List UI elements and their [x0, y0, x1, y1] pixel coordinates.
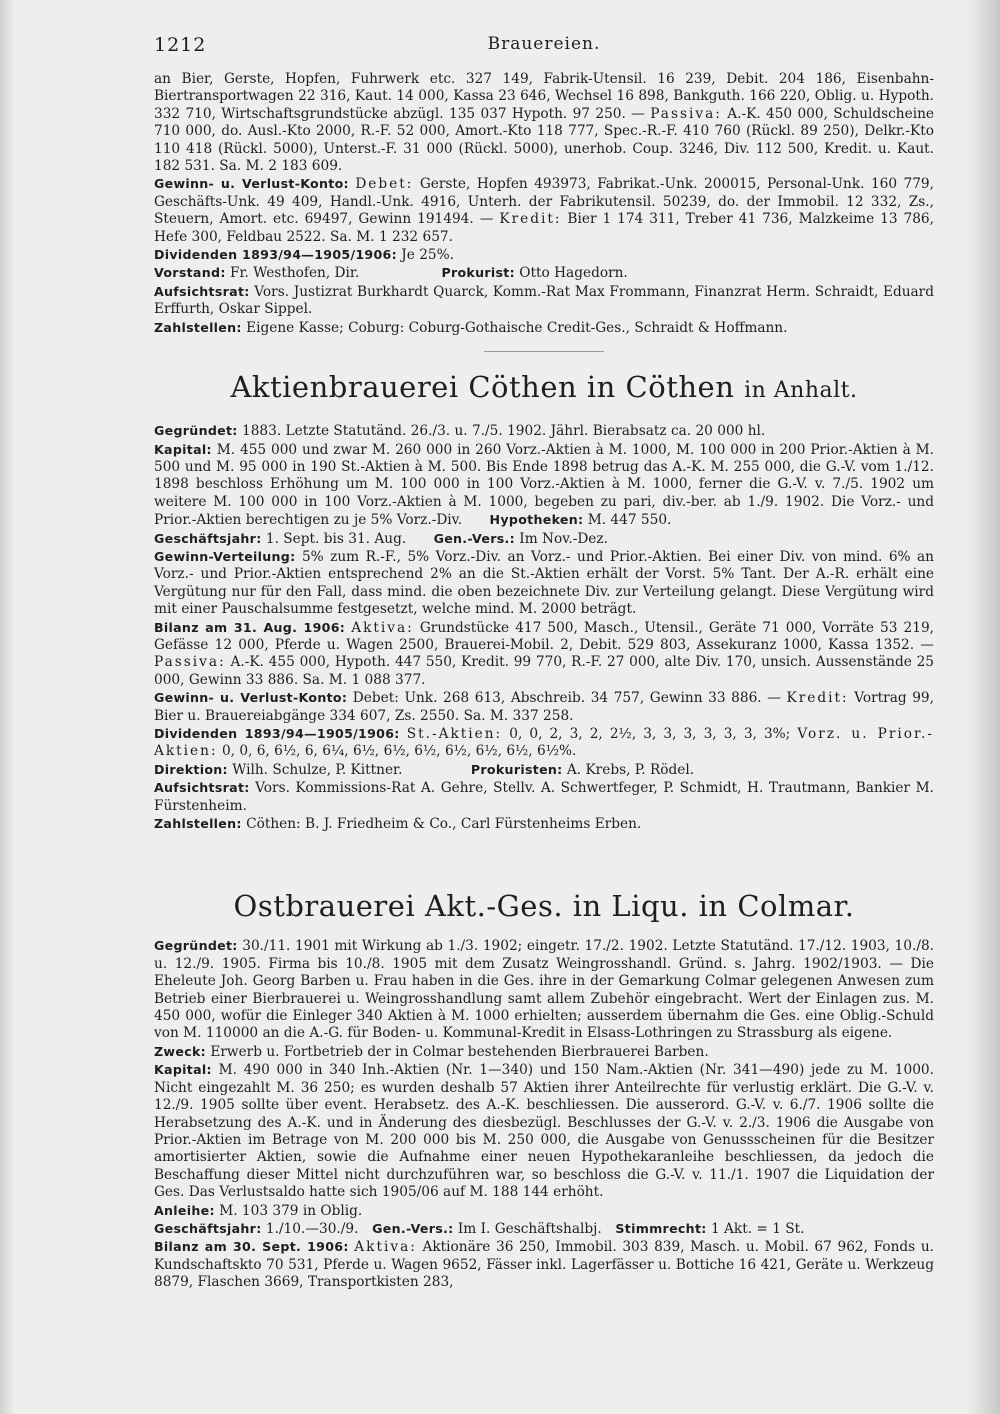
page-edge-shadow [966, 0, 1000, 1414]
profit-loss-label: Gewinn- u. Verlust-Konto: [154, 176, 349, 192]
purpose [154, 1043, 934, 1061]
founded-text: 30./11. 1901 mit Wirkung ab 1./3. 1902; eingetr. 17./2. 1902. Letzte Statutänd. 17./12. 1903, 10./8. u. 12./9. 1905. Firma bis 10./8. 1905 mit dem Zusatz Weingrosshandl. Gründ. s. Jahrg. 1902/1903. — Die Eheleute Joh. Georg Barben u. Frau haben in die Ges. ihre in der Gemarkung Colmar gelegenen Anwesen zum Betrieb einer Bierbrauerei u. Weingrosshandlung samt allem Zubehör eingebracht. Wert der Einlagen zus. M. 450 000, wofür die Einleger 340 Aktien à M. 1000 erhielten; ausserdem übernahm die Ges. eine Oblig.-Schuld von M. 110000 an die A.-G. für Boden- u. Kommunal-Kredit in Elsass-Lothringen zu Strassburg als eigene. [154, 938, 934, 1042]
profit-loss-account [154, 175, 934, 246]
title-suffix: in Anhalt. [744, 378, 858, 404]
page-gutter-shadow [0, 0, 14, 1414]
fiscal-year-label: Geschäftsjahr: [154, 530, 262, 546]
balance-sheet [154, 1238, 934, 1291]
management-line [154, 761, 934, 779]
zahlstellen-text: Cöthen: B. J. Friedheim & Co., Carl Fürstenheims Erben. [241, 816, 642, 833]
paying-agents [154, 815, 934, 833]
balance-continuation [154, 71, 934, 175]
debet-text: Gerste, Hopfen 493973, Fabrikat.-Unk. 200015, Personal-Unk. 160 779, Geschäfts-Unk. 49 409, Handl.-Unk. 4916, Unterh. der Fabrikutensil. 50239, do. der Immobil. 12 332, Zs., Steuern, Amort. etc. 69497, Gewinn 191494. — [154, 176, 934, 228]
fiscal-year-text: 1./10.—30./9. [261, 1220, 359, 1237]
section-gap [154, 833, 934, 871]
founded [154, 422, 934, 440]
section-divider [484, 351, 604, 352]
voting-right-text: 1 Akt. = 1 St. [706, 1220, 805, 1237]
loan [154, 1202, 934, 1220]
capital-text: M. 490 000 in 340 Inh.-Aktien (Nr. 1—340) und 150 Nam.-Aktien (Nr. 341—490) jede zu M. 1000. Nicht eingezahlt M. 36 250; es wurden deshalb 57 Aktien ihrer Anteilrechte für verlustig erklärt. Die G.-V. v. 12./9. 1905 sollte über event. Herabsetz. des A.-K. beschliessen. Die ausserord. G.-V. v. 6./7. 1906 sollte die Herabsetzung des A.-K. und in Änderung des diesbezügl. Beschlusses der G.-V. v. 2./3. 1906 die Ausgabe von Prior.-Aktien im Betrage von M. 200 000 bis M. 250 000, die Ausgabe von Genussscheinen für die Besitzer amortisierter Aktien, sowie die Aufnahme einer neuen Hypothekaranleihe beschliessen, da jedoch die Beschaffung dieser Mittel nicht durchzuführen war, so beschloss die G.-V. v. 11./1. 1907 die Liquidation der Ges. Das Verlustsaldo hatte sich 1905/06 auf M. 188 144 erhöht. [154, 1062, 934, 1201]
aktiva-label: Aktiva: [354, 1239, 417, 1256]
aktiva-text: Grundstücke 417 500, Masch., Utensil., Geräte 71 000, Vorräte 53 219, Gefässe 12 000, Pferde u. Wagen 2500, Brauerei-Mobil. 2, Debit. 529 803, Assekuranz 1000, Kassa 1352. — [154, 619, 935, 653]
aufsichtsrat-text: Vors. Kommissions-Rat A. Gehre, Stellv. A. Schwertfeger, P. Schmidt, H. Trautmann, Bankier M. Fürstenheim. [154, 780, 934, 814]
founded [154, 937, 934, 1042]
zahlstellen-label: Zahlstellen: [154, 816, 242, 832]
fiscal-year-label: Geschäftsjahr: [154, 1220, 262, 1236]
profit-distribution-text: 5% zum R.-F., 5% Vorz.-Div. an Vorz.- und Prior.-Aktien. Bei einer Div. von mind. 6% an Vorz.- und Prior.-Aktien entsprechend 2% an die St.-Aktien erhält der Vorst. 5% Tant. Der A.-R. erhält eine Vergütung nur für den Fall, dass mind. die oben bezeichnete Div. zur Verteilung gelangt. Diese Vergütung wird mit einer Pauschalsumme festgesetzt, welche mind. M. 2000 beträgt. [154, 548, 934, 618]
vorstand-text: Fr. Westhofen, Dir. [225, 265, 360, 282]
general-meeting-text: Im I. Geschäftshalbj. [453, 1220, 602, 1237]
direktion-label: Direktion: [154, 761, 228, 777]
balance-label: Bilanz am 30. Sept. 1906: [154, 1239, 349, 1255]
zahlstellen-text: Eigene Kasse; Coburg: Coburg-Gothaische Credit-Ges., Schraidt & Hoffmann. [241, 319, 788, 336]
aufsichtsrat-label: Aufsichtsrat: [154, 780, 250, 796]
fiscal-year [154, 530, 934, 548]
fiscal-year-text: 1. Sept. bis 31. Aug. [261, 530, 407, 547]
mortgages-text: M. 447 550. [583, 512, 672, 529]
running-header [154, 34, 934, 58]
aktiva-text: Aktionäre 36 250, Immobil. 303 839, Masch. u. Mobil. 67 962, Fonds u. Kundschaftskto 70 531, Pferde u. Wagen 9652, Fässer inkl. Lagerfässer u. Bottiche 16 421, Geräte u. Werkzeug 8879, Flaschen 3669, Transportkisten 283, [154, 1239, 934, 1291]
supervisory-board [154, 283, 934, 319]
prokuristen-text: A. Krebs, P. Rödel. [562, 761, 695, 778]
kredit-label: Kredit: [499, 211, 562, 228]
fiscal-year [154, 1220, 934, 1238]
aktiva-label: Aktiva: [351, 619, 414, 636]
loan-label: Anleihe: [154, 1202, 215, 1218]
dividends [154, 725, 934, 761]
voting-right-label: Stimmrecht: [615, 1220, 707, 1236]
balance-sheet [154, 619, 934, 690]
company-title-coethen [154, 370, 934, 408]
capital-text: M. 455 000 und zwar M. 260 000 in 260 Vorz.-Aktien à M. 1000, M. 100 000 in 200 Prior.-Aktien à M. 500 und M. 95 000 in 190 St.-Aktien à M. 500. Bis Ende 1898 betrug das A.-K. M. 255 000, die G.-V. vom 1./12. 1898 beschloss Erhöhung um M. 100 000 in 100 Vorz.-Aktien à M. 1000, ferner die G.-V. v. 7./5. 1902 um weitere M. 100 000 in 100 Vorz.-Aktien à M. 1000, begeben zu pari, div.-ber. ab 1./9. 1902. Die Vorz.- und Prior.-Aktien berechtigen zu je 5% Vorz.-Div. [154, 441, 934, 529]
profit-distribution-label: Gewinn-Verteilung: [154, 548, 296, 564]
paying-agents [154, 319, 934, 337]
company-title-colmar: Ostbrauerei Akt.-Ges. in Liqu. in Colmar. [233, 889, 855, 924]
profit-loss-label: Gewinn- u. Verlust-Konto: [154, 690, 348, 706]
prokurist-label: Prokurist: [441, 265, 515, 281]
supervisory-board [154, 779, 934, 815]
purpose-text: Erwerb u. Fortbetrieb der in Colmar bestehenden Bierbrauerei Barben. [205, 1043, 709, 1060]
capital-label: Kapital: [154, 1062, 212, 1078]
running-title: Brauereien. [487, 34, 601, 54]
loan-text: M. 103 379 in Oblig. [214, 1202, 363, 1219]
page-content [154, 71, 934, 1292]
dividends-st-text: 0, 0, 2, 3, 2, 2½, 3, 3, 3, 3, 3, 3, 3%; [502, 726, 798, 742]
page-number: 1212 [154, 34, 207, 56]
purpose-label: Zweck: [154, 1043, 206, 1059]
balance-label: Bilanz am 31. Aug. 1906: [154, 619, 346, 635]
balance-text: an Bier, Gerste, Hopfen, Fuhrwerk etc. 327 149, Fabrik-Utensil. 16 239, Debit. 204 186, Eisenbahn-Biertransportwagen 22 316, Kaut. 14 000, Kassa 23 646, Wechsel 16 898, Bankguth. 166 220, Oblig. u. Hypoth. 332 710, Wirtschaftsgrundstücke abzügl. 135 037 Hypoth. 97 250. — [154, 71, 934, 122]
kredit-text: Vortrag 99, Bier u. Brauereiabgänge 334 607, Zs. 2550. Sa. M. 337 258. [154, 690, 934, 724]
capital-label: Kapital: [154, 441, 212, 457]
passiva-text: A.-K. 450 000, Schuldscheine 710 000, do. Ausl.-Kto 2000, R.-F. 52 000, Amort.-Kto 118 777, Spec.-R.-F. 410 760 (Rückl. 89 250), Delkr.-Kto 110 418 (Rückl. 5000), Unterst.-F. 31 000 (Rückl. 5000), unerhob. Coup. 3246, Div. 112 500, Kredit. u. Kaut. 182 531. Sa. M. 2 183 609. [154, 105, 934, 175]
profit-loss-account [154, 689, 934, 725]
profit-distribution [154, 548, 934, 619]
kredit-text: Bier 1 174 311, Treber 41 736, Malzkeime 13 786, Hefe 300, Feldbau 2522. Sa. M. 1 232 657. [154, 211, 934, 245]
prokuristen-label: Prokuristen: [470, 761, 563, 777]
debet-text: Debet: Unk. 268 613, Abschreib. 34 757, Gewinn 33 886. — [347, 690, 787, 707]
aufsichtsrat-text: Vors. Justizrat Burkhardt Quarck, Komm.-Rat Max Frommann, Finanzrat Herm. Schraidt, Eduard Erffurth, Oskar Sippel. [154, 283, 934, 318]
dividends-st-label: St.-Aktien: [406, 726, 503, 742]
dividends [154, 246, 934, 264]
dividends-vorz-text: 0, 0, 6, 6½, 6, 6¼, 6½, 6½, 6½, 6½, 6½, 6½, 6½%. [217, 743, 577, 760]
board-line [154, 264, 934, 282]
general-meeting-label: Gen.-Vers.: [433, 530, 515, 546]
passiva-text: A.-K. 455 000, Hypoth. 447 550, Kredit. 99 770, R.-F. 27 000, alte Div. 170, unsich. Aussenstände 25 000, Gewinn 33 886. Sa. M. 1 088 377. [154, 654, 934, 688]
general-meeting-text: Im Nov.-Dez. [514, 530, 608, 547]
dividends-text: Je 25%. [396, 247, 454, 264]
title-main: Aktienbrauerei Cöthen in Cöthen [230, 370, 735, 405]
passiva-label: Passiva: [154, 654, 226, 671]
dividends-vorz-label: Vorz. u. Prior.-Aktien: [154, 726, 935, 760]
general-meeting-label: Gen.-Vers.: [372, 1220, 454, 1236]
mortgages-label: Hypotheken: [489, 512, 584, 528]
aufsichtsrat-label: Aufsichtsrat: [154, 283, 250, 299]
kredit-label: Kredit: [786, 690, 849, 707]
dividends-label: Dividenden 1893/94—1905/1906: [154, 726, 400, 741]
zahlstellen-label: Zahlstellen: [154, 319, 242, 335]
direktion-text: Wilh. Schulze, P. Kittner. [227, 761, 403, 778]
founded-label: Gegründet: [154, 423, 238, 439]
founded-label: Gegründet: [154, 938, 238, 954]
debet-label: Debet: [355, 176, 414, 193]
dividends-label: Dividenden 1893/94—1905/1906: [154, 247, 397, 263]
founded-text: 1883. Letzte Statutänd. 26./3. u. 7./5. 1902. Jährl. Bierabsatz ca. 20 000 hl. [237, 423, 766, 440]
prokurist-text: Otto Hagedorn. [514, 265, 628, 282]
capital [154, 1061, 934, 1201]
capital [154, 441, 934, 530]
vorstand-label: Vorstand: [154, 265, 226, 281]
passiva-label: Passiva: [650, 105, 722, 122]
